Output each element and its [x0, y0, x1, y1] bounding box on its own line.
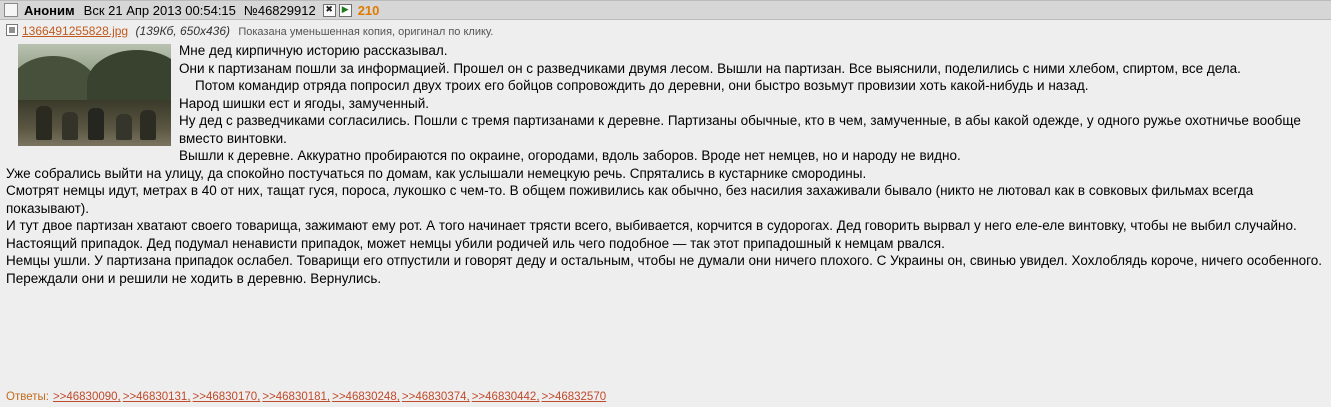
- post-paragraph: Потом командир отряда попросил двух троих его бойцов сопровождить до деревни, они быстро возьмут провизии хоть какой-нибудь и назад.: [195, 78, 1089, 93]
- thumbnail-figure: [116, 114, 132, 140]
- file-info-line: [0, 20, 1331, 37]
- reply-link[interactable]: >>46830090,: [52, 391, 121, 403]
- post-paragraph: Вышли к деревне. Аккуратно пробираются по окраине, огородами, вдоль заборов. Вроде нет немцев, но и народу не видно.: [179, 148, 961, 163]
- reply-count-badge: 210: [357, 2, 380, 18]
- reply-link[interactable]: >>46830442,: [471, 391, 540, 403]
- post-thumbnail[interactable]: [18, 44, 171, 146]
- reply-link[interactable]: >>46830248,: [332, 391, 400, 403]
- post-paragraph: Ну дед с разведчиками согласились. Пошли с тремя партизанами к деревне. Партизаны обычные, кто в чем, замученные, в абы какой одежде, у одного ружье охотничье вообще вместо винтовки.: [179, 113, 1301, 146]
- thumbnail-figure: [88, 108, 104, 140]
- reply-link[interactable]: >>46830131,: [122, 391, 191, 403]
- post-paragraph: Немцы ушли. У партизана припадок ослабел. Товарищи его отпустили и говорят деду и остальным, чтобы не думали они ничего плохого. С Украины он, свинью увидел. Хохлоблядь короче, ничего особенного. Переждали они и решили не ходить в деревню. Вернулись.: [6, 253, 1323, 286]
- post-paragraph: Уже собрались выйти на улицу, да спокойно постучаться по домам, как услышали немецкую речь. Спрятались в кустарнике смородины.: [6, 165, 867, 181]
- reply-link[interactable]: >>46830374,: [401, 391, 470, 403]
- post-paragraph: Смотрят немцы идут, метрах в 40 от них, тащат гуся, пороса, лукошко с чем-то. В общем поживились как обычно, без насилия захаживали бывало (никто не лютовал как в совковых фильмах всегда показывают).: [6, 183, 1254, 216]
- post-paragraph: И тут двое партизан хватают своего товарища, зажимают ему рот. А того начинает трясти всего, выбивается, корчится в судорогах. Дед говорить вырвал у него еле-еле винтовку, чтобы не выбил случайно. Настоящий припадок. Дед подумал ненависти припадок, может немцы убили родичей иль чего подобное — так этот припадошный к немцам рвался.: [6, 218, 1297, 251]
- thumbnail-figure: [36, 106, 52, 140]
- post-number[interactable]: №46829912: [243, 2, 316, 18]
- post-paragraph: Мне дед кирпичную историю рассказывал.: [179, 43, 448, 58]
- poster-name: Аноним: [24, 2, 75, 18]
- file-name-link[interactable]: 1366491255828.jpg: [22, 24, 129, 38]
- file-icon: [6, 24, 18, 36]
- thumbnail-figure: [62, 112, 78, 140]
- reply-link[interactable]: >>46830181,: [262, 391, 331, 403]
- file-meta: (139Кб, 650x436): [135, 24, 230, 38]
- close-icon[interactable]: ✖: [323, 4, 336, 17]
- post-select-checkbox[interactable]: [4, 3, 18, 17]
- post-header: [0, 0, 1331, 20]
- play-icon[interactable]: ▶: [339, 4, 352, 17]
- post-paragraph: Они к партизанам пошли за информацией. Прошел он с разведчиками двумя лесом. Вышли на партизан. Все выяснили, поделились с ними хлебом, спиртом, все дела.: [179, 60, 1241, 76]
- post-date: Вск 21 Апр 2013 00:54:15: [83, 2, 236, 18]
- reply-link[interactable]: >>46832570: [541, 391, 607, 403]
- thumbnail-figure: [140, 110, 156, 140]
- replies-line: [0, 391, 1331, 403]
- post-body: [0, 37, 1331, 287]
- post-text: [6, 42, 1325, 287]
- post-paragraph: Народ шишки ест и ягоды, замученный.: [179, 95, 430, 111]
- reply-link[interactable]: >>46830170,: [192, 391, 261, 403]
- replies-label: Ответы:: [6, 391, 49, 403]
- file-note: Показана уменьшенная копия, оригинал по клику.: [238, 26, 494, 38]
